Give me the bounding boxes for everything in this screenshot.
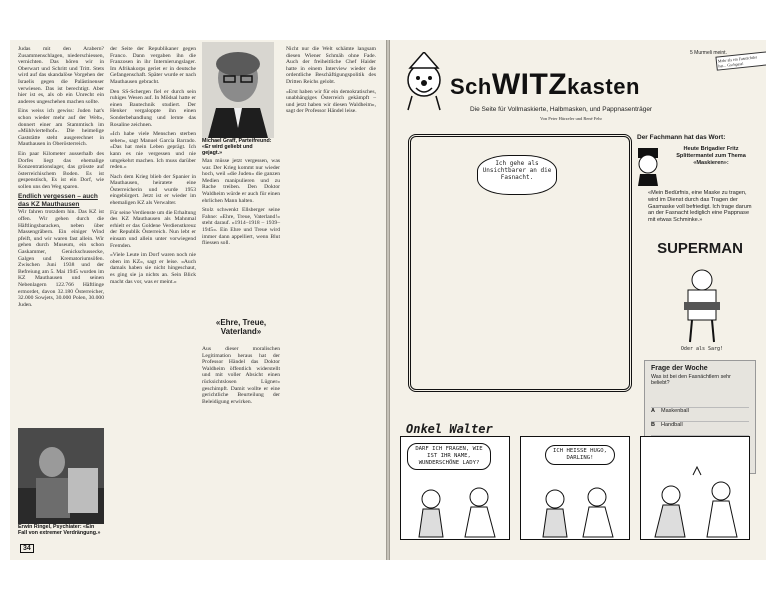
column-text: Man müsse jetzt vergessen, was war. Der Krieg kommt nur wieder hoch, weil «die Juden» die ganzen Medien manipulieren und zu Rache treiben. Den Doktor Waldheim würde er auch für einen ehrlichen Mann halten.	[202, 158, 280, 204]
option-text: Maskenball	[661, 408, 689, 414]
right-page	[390, 40, 766, 560]
comic-panel-1	[400, 436, 510, 540]
page-title	[450, 68, 640, 102]
article-column-2	[110, 46, 196, 285]
superman-caption: Oder als Sarg!	[680, 346, 724, 352]
quiz-question: Was ist bei den Fasnächtlern sehr beliebt?	[651, 374, 731, 386]
title-part: Sch	[450, 74, 492, 99]
article-column-3a	[202, 158, 280, 247]
article-column-1	[18, 46, 104, 308]
option-letter: A	[651, 408, 655, 414]
comic-characters-icon	[401, 481, 509, 539]
superman-label: SUPERMAN	[657, 240, 743, 257]
magazine-spread	[10, 40, 766, 560]
comic-speech-bubble: ICH HEISSE HUGO, DARLING!	[545, 445, 615, 465]
title-part: kasten	[567, 74, 640, 99]
column-text: «Erst haben wir für ein demokratisches, unabhängiges Österreich gekämpft – und jetzt haben wir diesen Waldheim», sagt der Professor Händel leise.	[286, 88, 376, 115]
photo-caption: Erwin Ringel, Psychiater: «Ein Fall von extremer Verdrängung.»	[18, 524, 104, 536]
column-text: «Ich habe viele Menschen sterben sehen», sagt Manuel García Barrado. «Das hat mein Leben geprägt. Ich kann es nie vergessen und nie umgekehrt machen. Ich muss darüber reden.»	[110, 131, 196, 171]
column-text: Aus dieser moralischen Legitimation heraus hat der Professor Händel das Doktor Waldheim öffentlich widerstellt und mit voller Absicht einen rücksichtslosen Lügner» geschimpft. Damit wollte er eine gerichtliche Beurteilung der Beleidigung erwirken.	[202, 346, 280, 405]
column-text: Nicht nur die Welt schämte langsam diesen Wiener Schmäh ohne Fade. Auch der freiheitliche Chef Haider hatte in einem Interview wieder die ordentliche Beschäftigungspolitik des Dritten Reichs gelobt.	[286, 46, 376, 85]
brigadier-icon	[634, 146, 662, 186]
column-text: Den SS-Schergen fiel er durch sein ruhiges Wesen auf. In Mödsal hatte er einen Bautechnik studiert. Der Henker vergaloppte ihn einen Sonderbehandlung und lernte das Rosaline zeichnen.	[110, 88, 196, 128]
sign-text: 5 Murmeli meint.	[690, 50, 727, 56]
option-letter: B	[651, 422, 655, 428]
left-page	[10, 40, 387, 560]
column-text: «Viele Leute im Dorf waren noch nie oben im KZ», sagt er leise. «Auch damals haben sie nicht hingeschaut, es ging sie ja nichts an. Sein Blick macht das vor, was er meint.»	[110, 252, 196, 285]
portrait-photo-graff	[202, 42, 274, 138]
portrait-photo-ringel	[18, 428, 104, 536]
title-part: WITZ	[491, 68, 568, 101]
quiz-option	[651, 407, 749, 420]
comic-speech-bubble: DARF ICH FRAGEN, WIE IST IHR NAME, WUNDERSCHÖNE LADY?	[407, 443, 491, 470]
option-text: Handball	[661, 422, 683, 428]
fachmann-quote: «Mein Bedürfnis, eine Maske zu tragen, wird im Dienst durch das Tragen der Gasmaske voll befriedigt. Ich trage darum an der Fasnacht lediglich eine Pappnase mit etwas Schminke.»	[648, 190, 752, 224]
page-subtitle: Die Seite für Vollmaskierte, Halbmasken, und Pappnasenträger	[470, 106, 653, 113]
page-number: 34	[20, 544, 34, 553]
pull-quote: «Ehre, Treue, Vaterland»	[215, 318, 267, 336]
invisible-cartoon-frame	[408, 134, 632, 392]
comic-panel-3	[640, 436, 750, 540]
quiz-title: Frage der Woche	[651, 365, 708, 372]
column-text: Ein paar Kilometer ausserhalb des Dorfes liegt das ehemalige Konzentrationslager, das grösste auf österreichischem Boden. Es ist gespenstisch, Es ist ein Dorf, wie sollen uns den Weg sparen.	[18, 150, 104, 190]
fachmann-heading: Der Fachmann hat das Wort:	[637, 134, 726, 141]
section-heading: Endlich vergessen – auch das KZ Mauthausen	[18, 193, 98, 208]
byline: Von Peter Hürzeler und René Fehr	[540, 116, 603, 121]
article-column-3b	[202, 346, 280, 405]
superman-figure-icon	[674, 266, 730, 346]
fachmann-name: Heute Brigadier Fritz Splittermantel zum Thema «Maskieren»:	[676, 146, 746, 166]
comic-strip-onkel-walter	[400, 422, 752, 550]
photo-caption: Michael Graff, Parteifreund: «Er wird geliebt und gejagt.»	[202, 138, 274, 157]
column-text: der Seite der Republikaner gegen Franco. Dann vergaben ihn die Franzosen in ihr Internierungslager. Im Afrikakorps geriet er in deutsche Gefangenschaft. Später wurde er nach Mauthausen gebracht.	[110, 46, 196, 85]
article-column-4	[286, 46, 376, 115]
column-text: Für seine Verdienste um die Erhaltung des KZ Mauthausen als Mahnmal erhielt er das Goldene Verdienstkreuz der Republik Österreich. Nun lebt er einsam und allein unter vorwiegend Fremden.	[110, 209, 196, 249]
column-text: Wir fahren trotzdem hin. Das KZ ist offen. Wir gehen durch die Häftlingsbaracken, neben über Massengräbern. Ein einiger Wind pfeift, und wir waren fast allein. Wir gehen durch Museum, ein schon Gaskammer, Genickschussecke, Galgen und Krematoriumsöfen. Zwischen Juni 1938 und der Befreiung am 5. Mai 1945 wurden im KZ Mauthausen und seinen Nebenlagern 122.766 Häftlinge ermordet, davon 32.180 Österreicher, 32.000 Sowjets, 30.000 Polen, 30.000 Juden.	[18, 209, 104, 308]
column-text: Stolz schwenkt Ellsberger seine Fahne: «Ehre, Treue, Vaterland!» steht darauf. «1914–1918 – 1939–1945». Ein Ehre und Treue wird immer dann appelliert, wenn Blut fliessen soll.	[202, 207, 280, 247]
column-text: Eins weiss ich gewiss: Juden hat's schon wieder mehr auf der Welt», donnert einer am Stammtisch im «Mühlviertelhof». Die heimelige Gaststätte steht ausgerechnet in Mauthausen in Oberösterreich.	[18, 108, 104, 148]
clown-mascot-icon	[400, 52, 448, 112]
column-text: Judas mit den Arabern? Zusammenschlagen, niederschiessen, vernichten. Das hören wir in Oberwart und Schritt und Tritt. Stets wird auf das skandalöse Vorgehen der Israelis gegen die Palästinenser verwiesen. Das ist berechtigt. Aber hier ist es, als ob ein Unrecht ein anderes ungeschehen machen sollte.	[18, 46, 104, 105]
column-text: Nach dem Krieg blieb der Spanier in Mauthausen, heiratete eine Österreicherin und wurde 1953 eingebürgert. Jetzt ist er wieder im ehemaligen KZ als Verwalter.	[110, 173, 196, 207]
handwritten-note: Mehr als ein Fasnächtler hat... Gschpass!	[715, 51, 766, 70]
comic-characters-icon	[521, 481, 629, 539]
comic-characters-icon	[641, 465, 749, 539]
comic-panel-2	[520, 436, 630, 540]
strip-title: Onkel Walter	[406, 422, 493, 436]
cartoon-speech-bubble: Ich gehe als Unsichtbarer an die Fasnacht.	[477, 155, 557, 195]
